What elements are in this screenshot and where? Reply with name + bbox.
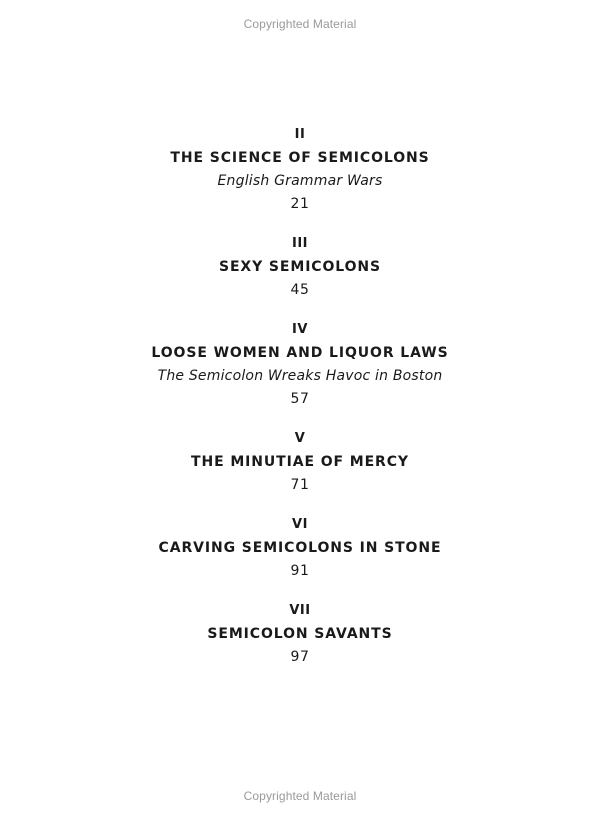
toc-entry	[0, 235, 600, 299]
chapter-title: LOOSE WOMEN AND LIQUOR LAWS	[151, 345, 449, 361]
watermark-top: Copyrighted Material	[243, 17, 357, 31]
toc-entry	[0, 126, 600, 213]
chapter-numeral: II	[294, 127, 306, 142]
chapter-page-number: 71	[290, 477, 310, 493]
chapter-subtitle: The Semicolon Wreaks Havoc in Boston	[157, 368, 443, 384]
chapter-page-number: 21	[290, 196, 310, 212]
chapter-numeral: VI	[292, 517, 308, 532]
toc-entry	[0, 321, 600, 408]
chapter-page-number: 97	[290, 649, 310, 665]
watermark-bottom: Copyrighted Material	[243, 789, 357, 803]
chapter-title: CARVING SEMICOLONS IN STONE	[158, 540, 442, 556]
table-of-contents	[0, 126, 600, 688]
toc-entry	[0, 602, 600, 666]
chapter-title: THE MINUTIAE OF MERCY	[191, 454, 409, 470]
toc-entry	[0, 516, 600, 580]
chapter-page-number: 91	[290, 563, 310, 579]
chapter-title: SEMICOLON SAVANTS	[207, 626, 393, 642]
chapter-title: SEXY SEMICOLONS	[218, 259, 382, 275]
chapter-numeral: III	[291, 236, 308, 251]
toc-entry	[0, 430, 600, 494]
chapter-numeral: VII	[289, 603, 311, 618]
chapter-numeral: V	[294, 431, 306, 446]
chapter-page-number: 45	[290, 282, 310, 298]
chapter-numeral: IV	[292, 322, 308, 337]
chapter-page-number: 57	[290, 391, 310, 407]
chapter-subtitle: English Grammar Wars	[217, 173, 383, 189]
chapter-title: THE SCIENCE OF SEMICOLONS	[170, 150, 430, 166]
